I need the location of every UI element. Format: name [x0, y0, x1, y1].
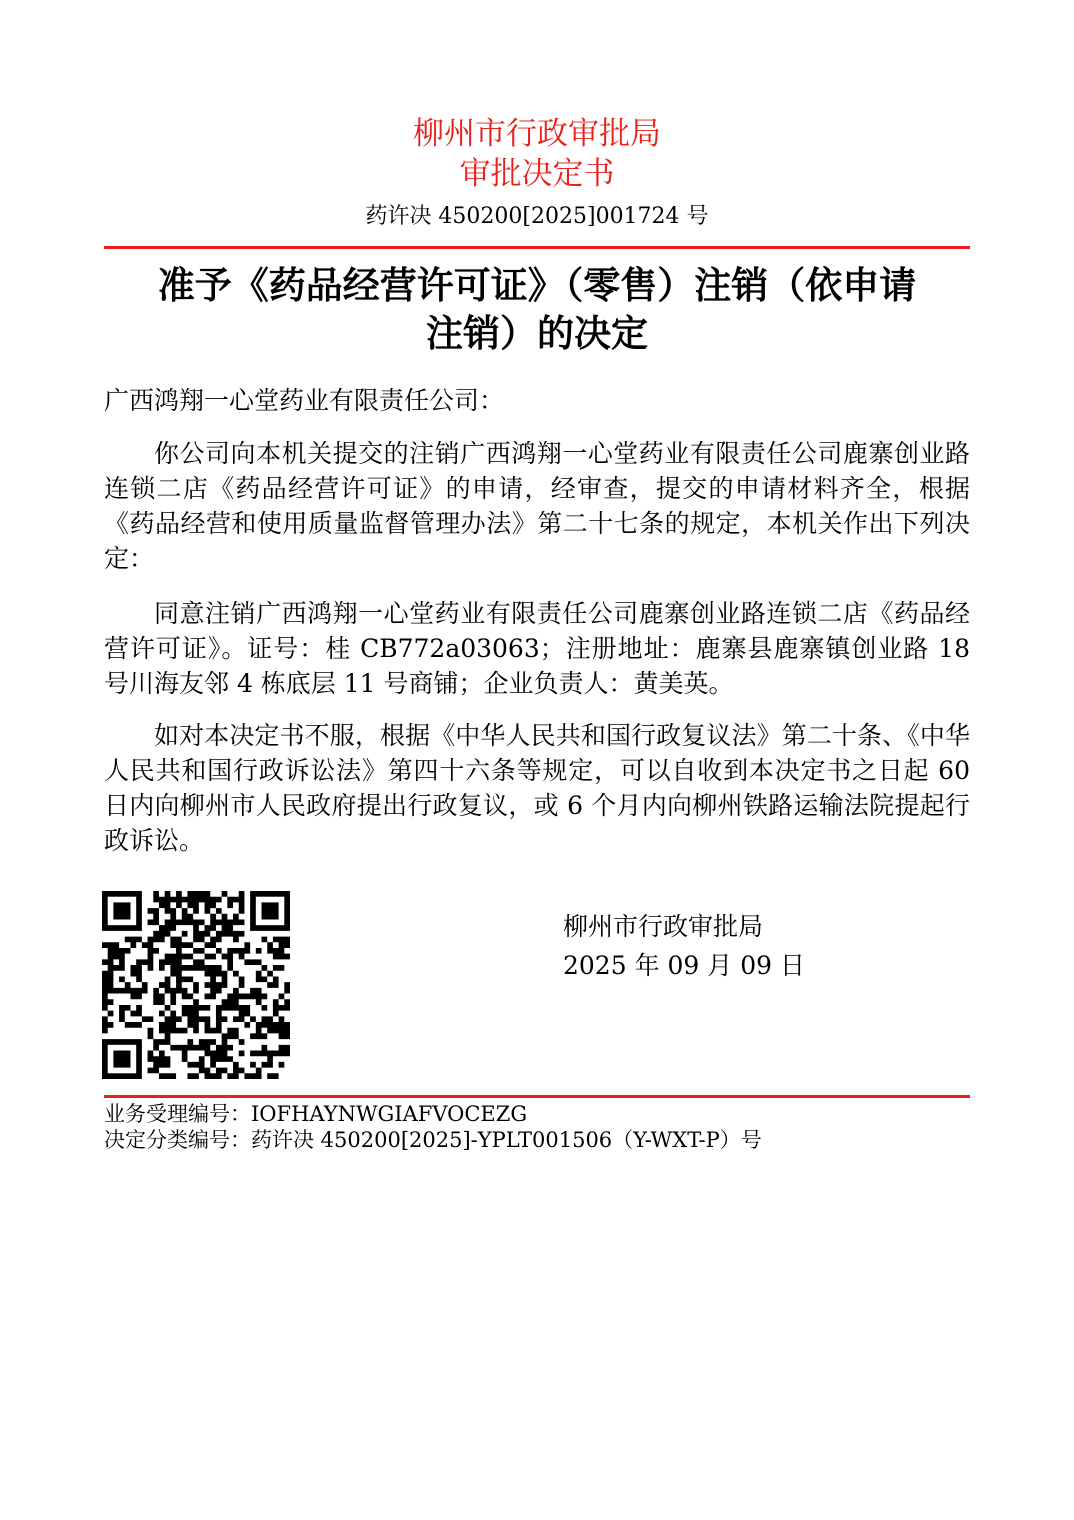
document-type-title: 审批决定书 [459, 156, 615, 192]
issuing-authority-title: 柳州市行政审批局 [413, 116, 661, 152]
acceptance-number: 业务受理编号：IOFHAYNWGIAFVOCEZG [104, 1102, 528, 1126]
decision-title [104, 262, 970, 358]
addressee: 广西鸿翔一心堂药业有限责任公司： [104, 386, 505, 415]
body-paragraph-1: 你公司向本机关提交的注销广西鸿翔一心堂药业有限责任公司鹿寨创业路连锁二店《药品经营许可证》的申请，经审查，提交的申请材料齐全，根据《药品经营和使用质量监督管理办法》第二十七条的规定，本机关作出下列决定： [104, 439, 970, 573]
body-paragraph-2: 同意注销广西鸿翔一心堂药业有限责任公司鹿寨创业路连锁二店《药品经营许可证》。证号：桂 CB772a03063；注册地址：鹿寨县鹿寨镇创业路 18 号川海友邻 4 栋底层 11 号商铺；企业负责人：黄美英。 [104, 599, 970, 698]
bottom-red-rule [104, 1095, 970, 1098]
decision-title-line-1: 准予《药品经营许可证》（零售）注销（依申请 [157, 264, 917, 307]
signature-authority: 柳州市行政审批局 [563, 912, 764, 941]
qr-finder-pattern [102, 1039, 142, 1079]
category-number: 决定分类编号：药许决 450200[2025]-YPLT001506（Y-WXT-P）号 [104, 1128, 762, 1152]
top-red-rule [104, 246, 970, 249]
document-number: 药许决 450200[2025]001724 号 [365, 204, 709, 229]
signature-date: 2025 年 09 月 09 日 [563, 951, 805, 980]
decision-title-line-2: 注销）的决定 [426, 312, 648, 355]
qr-code [102, 891, 290, 1079]
qr-code-icon [102, 891, 290, 1079]
qr-finder-pattern [250, 891, 290, 931]
qr-finder-pattern [102, 891, 142, 931]
body-paragraph-3: 如对本决定书不服，根据《中华人民共和国行政复议法》第二十条、《中华人民共和国行政诉讼法》第四十六条等规定，可以自收到本决定书之日起 60 日内向柳州市人民政府提出行政复议，或 6 个月内向柳州铁路运输法院提起行政诉讼。 [104, 721, 970, 855]
